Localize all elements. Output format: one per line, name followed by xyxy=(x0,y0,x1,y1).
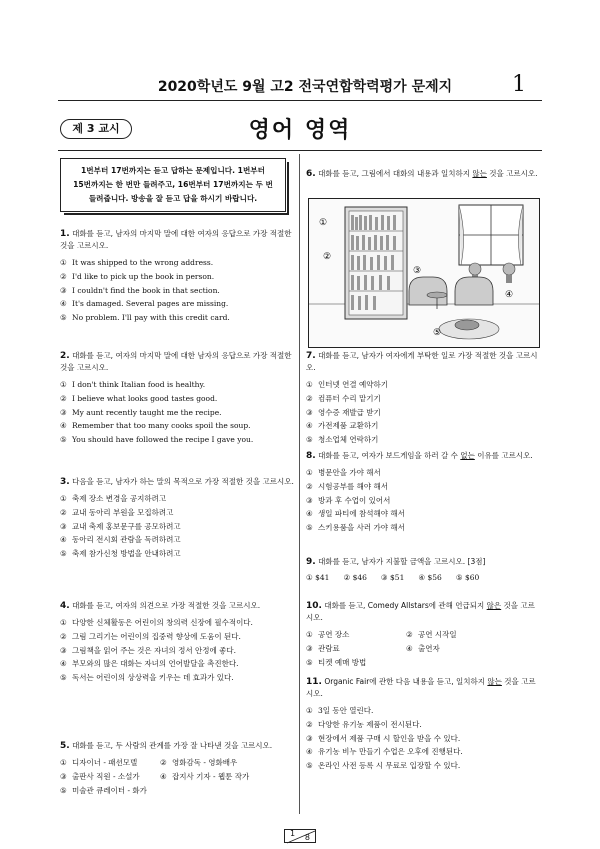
option-row xyxy=(306,572,542,584)
picture-label: ⑤ xyxy=(433,328,442,338)
section-divider xyxy=(58,150,542,151)
question-prompt: 7. 대화를 듣고, 남자가 여자에게 부탁한 일로 가장 적절한 것을 고르시오. xyxy=(306,351,538,372)
question-6 xyxy=(306,168,542,180)
option-list xyxy=(60,756,294,797)
question-11 xyxy=(306,676,542,773)
option-item[interactable]: ① It was shipped to the wrong address. xyxy=(60,258,214,267)
option-item[interactable]: ④ 생일 파티에 참석해야 해서 xyxy=(306,509,405,519)
question-8 xyxy=(306,450,542,535)
option-item[interactable]: ② 시험공부를 해야 해서 xyxy=(306,481,388,491)
question-prompt: 6. 대화를 듣고, 그림에서 대화의 내용과 일치하지 않는 것을 고르시오. xyxy=(306,169,538,179)
option-item[interactable]: ③ I couldn't find the book in that section. xyxy=(60,285,220,295)
option-row xyxy=(60,756,294,770)
current-page: 1 xyxy=(290,829,296,838)
option-item[interactable]: ① $41 xyxy=(306,573,330,582)
option-item[interactable]: ⑤ 티켓 예매 방법 xyxy=(306,657,367,667)
question-prompt: 11. Organic Fair에 관한 다음 내용을 듣고, 일치하지 않는 것을 고르시오. xyxy=(306,677,536,698)
picture-label: ① xyxy=(319,218,328,228)
question-4 xyxy=(60,600,294,685)
option-list xyxy=(306,378,542,447)
question-5 xyxy=(60,740,294,797)
option-item[interactable]: ⑤ 스키용품을 사러 가야 해서 xyxy=(306,523,405,533)
option-row xyxy=(306,628,542,642)
option-item[interactable]: ② 다양한 유기농 제품이 전시된다. xyxy=(306,719,422,729)
column-divider xyxy=(299,154,300,814)
question-number: 8. xyxy=(306,451,316,461)
question-number: 10. xyxy=(306,601,322,611)
option-item[interactable]: ④ 유기농 비누 만들기 수업은 오후에 진행된다. xyxy=(306,747,463,757)
question-number: 1. xyxy=(60,229,70,239)
option-item[interactable]: ② 공연 시작일 xyxy=(406,630,457,639)
question-3 xyxy=(60,476,294,561)
option-item[interactable]: ③ 관람료 xyxy=(306,643,340,653)
option-item[interactable]: ① I don't think Italian food is healthy. xyxy=(60,380,206,389)
instructions-line: 1번부터 17번까지는 듣고 답하는 문제입니다. 1번부터 xyxy=(81,166,265,175)
option-item[interactable]: ① 인터넷 연결 예약하기 xyxy=(306,380,388,389)
option-item[interactable]: ⑤ 온라인 사전 등록 시 무료로 입장할 수 있다. xyxy=(306,761,461,771)
option-item[interactable]: ⑤ 미술관 큐레이터 - 화가 xyxy=(60,785,147,795)
session-badge: 제 3 교시 xyxy=(60,119,132,139)
question-prompt: 3. 다음을 듣고, 남자가 하는 말의 목적으로 가장 적절한 것을 고르시오. xyxy=(60,477,294,487)
option-item[interactable]: ③ My aunt recently taught me the recipe. xyxy=(60,407,222,417)
option-item[interactable]: ⑤ $60 xyxy=(455,573,480,582)
picture-label: ③ xyxy=(413,266,422,276)
option-item[interactable]: ③ 현장에서 제품 구매 시 할인을 받을 수 있다. xyxy=(306,733,461,743)
instructions-line: 들려줍니다. 방송을 잘 듣고 답을 하시기 바랍니다. xyxy=(88,194,258,203)
instructions-line: 15번까지는 한 번만 들려주고, 16번부터 17번까지는 두 번 xyxy=(73,180,273,189)
option-item[interactable]: ① 디자이너 - 패션모델 xyxy=(60,758,138,767)
picture-label: ④ xyxy=(505,290,514,300)
question-number: 5. xyxy=(60,741,70,751)
room-illustration xyxy=(308,198,540,348)
total-pages: 8 xyxy=(304,833,310,842)
section-title: 영어 영역 xyxy=(248,118,352,143)
question-prompt: 8. 대화를 듣고, 여자가 보드게임을 하러 갈 수 없는 이유를 고르시오. xyxy=(306,451,533,461)
option-item[interactable]: ④ 잡지사 기자 - 웹툰 작가 xyxy=(160,771,250,781)
option-item[interactable]: ④ It's damaged. Several pages are missing. xyxy=(60,299,229,309)
option-list xyxy=(60,616,294,685)
option-item[interactable]: ② I'd like to pick up the book in person. xyxy=(60,271,215,281)
option-item[interactable]: ⑤ 독서는 어린이의 상상력을 키우는 데 효과가 있다. xyxy=(60,673,234,683)
option-item[interactable]: ② 교내 동아리 부원을 모집하려고 xyxy=(60,507,174,517)
option-item[interactable]: ⑤ No problem. I'll pay with this credit card. xyxy=(60,313,230,323)
option-item[interactable]: ① 3일 동안 열린다. xyxy=(306,706,374,715)
option-item[interactable]: ② 그림 그리기는 어린이의 집중력 향상에 도움이 된다. xyxy=(60,631,241,641)
option-list xyxy=(60,492,294,561)
option-item[interactable]: ① 공연 장소 xyxy=(306,630,350,639)
option-item[interactable]: ③ 영수증 재발급 받기 xyxy=(306,407,381,417)
option-item[interactable]: ② 영화감독 - 영화배우 xyxy=(160,758,238,767)
option-item[interactable]: ④ 부모와의 많은 대화는 자녀의 언어발달을 촉진한다. xyxy=(60,659,239,669)
header-divider xyxy=(58,100,542,101)
question-prompt: 1. 대화를 듣고, 남자의 마지막 말에 대한 여자의 응답으로 가장 적절한 것을 고르시오. xyxy=(60,229,292,250)
question-number: 11. xyxy=(306,677,322,687)
question-prompt: 5. 대화를 듣고, 두 사람의 관계를 가장 잘 나타낸 것을 고르시오. xyxy=(60,741,273,751)
option-list xyxy=(306,704,542,773)
option-row xyxy=(60,770,294,784)
option-item[interactable]: ⑤ 축제 참가신청 방법을 안내하려고 xyxy=(60,549,181,559)
room-drawing xyxy=(309,199,539,347)
question-number: 4. xyxy=(60,601,70,611)
option-list xyxy=(306,628,542,669)
picture-label: ② xyxy=(323,252,332,262)
question-number: 3. xyxy=(60,477,70,487)
question-1 xyxy=(60,228,294,325)
option-list xyxy=(60,378,294,447)
option-item[interactable]: ④ 동아리 전시회 관람을 독려하려고 xyxy=(60,535,181,545)
option-item[interactable]: ③ 방과 후 수업이 있어서 xyxy=(306,495,391,505)
option-item[interactable]: ③ 교내 축제 홍보문구를 공모하려고 xyxy=(60,521,181,531)
option-list xyxy=(306,466,542,535)
option-item[interactable]: ② I believe what looks good tastes good. xyxy=(60,393,218,403)
option-list xyxy=(60,256,294,325)
question-number: 6. xyxy=(306,169,316,179)
option-item[interactable]: ① 축제 장소 변경을 공지하려고 xyxy=(60,494,167,503)
question-prompt: 9. 대화를 듣고, 남자가 지불할 금액을 고르시오. [3점] xyxy=(306,557,486,567)
option-item[interactable]: ④ $56 xyxy=(418,573,442,582)
option-row xyxy=(306,642,542,656)
question-7 xyxy=(306,350,542,447)
option-item[interactable]: ② 컴퓨터 수리 맡기기 xyxy=(306,393,381,403)
option-item[interactable]: ③ 그림책을 읽어 주는 것은 자녀의 정서 안정에 좋다. xyxy=(60,645,236,655)
option-item[interactable]: ④ 출연자 xyxy=(406,643,440,653)
question-prompt: 2. 대화를 듣고, 여자의 마지막 말에 대한 남자의 응답으로 가장 적절한 것을 고르시오. xyxy=(60,351,292,372)
option-item[interactable]: ④ Remember that too many cooks spoil the soup. xyxy=(60,421,251,431)
option-item[interactable]: ③ $51 xyxy=(380,573,405,582)
question-number: 9. xyxy=(306,557,316,567)
option-item[interactable]: ⑤ 청소업체 연락하기 xyxy=(306,435,379,445)
question-prompt: 10. 대화를 듣고, Comedy Allstars에 관해 언급되지 않은 것을 고르시오. xyxy=(306,601,535,622)
option-item[interactable]: ③ 출판사 직원 - 소설가 xyxy=(60,771,140,781)
question-number: 7. xyxy=(306,351,316,361)
exam-title: 2020학년도 9월 고2 전국연합학력평가 문제지 xyxy=(157,79,453,95)
page-indicator xyxy=(284,829,316,843)
question-2 xyxy=(60,350,294,447)
question-number: 2. xyxy=(60,351,70,361)
option-item[interactable]: ① 병문안을 가야 해서 xyxy=(306,468,381,477)
question-9 xyxy=(306,556,542,584)
instructions-box xyxy=(60,158,286,212)
option-item[interactable]: ② $46 xyxy=(343,573,367,582)
option-item[interactable]: ① 다양한 신체활동은 어린이의 창의력 신장에 필수적이다. xyxy=(60,618,253,627)
question-prompt: 4. 대화를 듣고, 여자의 의견으로 가장 적절한 것을 고르시오. xyxy=(60,601,261,611)
option-item[interactable]: ⑤ You should have followed the recipe I gave you. xyxy=(60,435,254,445)
page-number: 1 xyxy=(512,72,526,97)
question-10 xyxy=(306,600,542,669)
option-item[interactable]: ④ 가전제품 교환하기 xyxy=(306,421,379,431)
